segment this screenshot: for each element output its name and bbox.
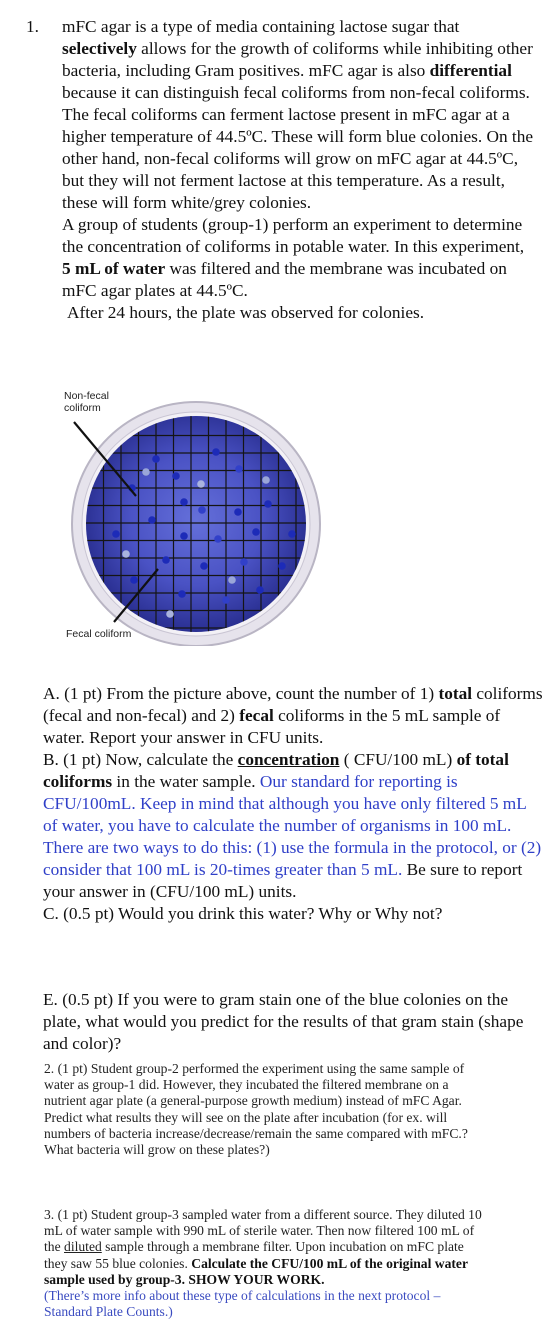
colony — [198, 506, 206, 514]
text-run: A. (1 pt) From the picture above, count the number of 1) — [43, 684, 439, 703]
question-2-text: 2. (1 pt) Student group-2 performed the experiment using the same sample of water as group-1 did. However, they incubated the filtered membrane on a nutrient agar plate (a general-purpose growth medium) instead of mFC Agar. Predict what results they will see on the plate after incubation (for ex. will numbers of bacteria increase/decrease/remain the same compared with mFC.? What bacteria will grow on these plates?) — [44, 1061, 468, 1158]
colony — [122, 550, 130, 558]
petri-dish-image — [56, 384, 324, 646]
colony — [197, 480, 205, 488]
colony — [288, 530, 296, 538]
paragraph-experiment — [62, 214, 536, 302]
colony — [234, 508, 242, 516]
bold-term-differential: differential — [429, 61, 512, 80]
colony — [152, 455, 160, 463]
colony — [148, 516, 156, 524]
question-3-text — [44, 1207, 484, 1288]
question-2 — [44, 1061, 484, 1158]
bold-term-selectively: selectively — [62, 39, 137, 58]
bold-instruction: Calculate the CFU/100 mL of the original water sample used by group-3. SHOW YOUR WORK. — [44, 1255, 468, 1287]
text-run: 3. (1 pt) Student group-3 sampled water from a different source. They diluted 10 mL of water sample with 990 mL of sterile water. Then now filtered 100 mL of the — [44, 1207, 482, 1255]
part-c: C. (0.5 pt) Would you drink this water? Why or Why not? — [43, 904, 443, 923]
label-fecal-coliform: Fecal coliform — [66, 628, 132, 640]
colony — [142, 468, 150, 476]
text-run: mFC agar is a type of media containing lactose sugar that — [62, 17, 460, 36]
text-run: was filtered and the membrane was incubated on mFC agar plates at 44.5ºC. — [62, 259, 507, 300]
colony — [240, 558, 248, 566]
colony — [214, 535, 222, 543]
colony — [172, 472, 180, 480]
colony — [212, 448, 220, 456]
text-run: allows for the growth of coliforms while inhibiting other bacteria, including Gram positives. mFC agar is also — [62, 39, 533, 80]
bold-total: total — [438, 684, 473, 703]
question-number: 1. — [26, 17, 39, 36]
text-run: coliforms (fecal and non-fecal) and 2) — [43, 684, 543, 725]
paragraph-mfc-agar — [62, 16, 536, 214]
text-run: Be sure to report your answer in (CFU/100 mL) units. — [43, 860, 523, 901]
text-run: because it can distinguish fecal coliforms from non-fecal coliforms. The fecal coliforms can ferment lactose present in mFC agar at a higher temperature of 44.5ºC. These will form blue colonies. On the other hand, non-fecal coliforms will grow on mFC agar at 44.5ºC, but they will not ferment lactose at this temperature. As a result, these will form white/grey colonies. — [62, 83, 534, 212]
colony — [262, 476, 270, 484]
bold-fecal: fecal — [239, 706, 274, 725]
colony — [178, 590, 186, 598]
question-1-body — [62, 16, 536, 324]
question-1-parts — [43, 683, 543, 925]
colony — [256, 586, 264, 594]
bold-total-coliforms: of total coliforms — [43, 750, 509, 791]
text-run: B. (1 pt) Now, calculate the — [43, 750, 238, 769]
colony — [180, 498, 188, 506]
part-e — [43, 989, 543, 1055]
text-run: ( CFU/100 mL) — [339, 750, 457, 769]
bold-concentration: concentration — [237, 750, 340, 769]
text-run: sample through a membrane filter. Upon incubation on mFC plate they saw 55 blue colonies. — [44, 1239, 464, 1271]
bold-volume: 5 mL of water — [62, 259, 166, 278]
colony — [264, 500, 272, 508]
colony — [166, 610, 174, 618]
agar-membrane — [86, 416, 306, 632]
colony — [252, 528, 260, 536]
part-a — [43, 683, 543, 749]
blue-note: (There’s more info about these type of calculations in the next protocol – Standard Plate Counts.) — [44, 1288, 441, 1320]
petri-dish-figure — [56, 384, 324, 646]
colony — [200, 562, 208, 570]
question-1 — [26, 16, 536, 324]
part-b — [43, 749, 543, 903]
colony — [162, 556, 170, 564]
paragraph-observation: After 24 hours, the plate was observed for colonies. — [67, 303, 425, 322]
label-non-fecal — [64, 390, 109, 414]
underlined-diluted: diluted — [64, 1239, 102, 1255]
label-line: Non-fecal — [64, 390, 109, 402]
colony — [222, 596, 230, 604]
text-run: coliforms in the 5 mL sample of water. Report your answer in CFU units. — [43, 706, 501, 747]
colony — [278, 562, 286, 570]
colony — [180, 532, 188, 540]
colony — [112, 530, 120, 538]
colony — [235, 465, 243, 473]
part-e-text: E. (0.5 pt) If you were to gram stain one of the blue colonies on the plate, what would you predict for the results of that gram stain (shape and color)? — [43, 990, 524, 1053]
label-line: coliform — [64, 402, 101, 414]
colony — [228, 576, 236, 584]
text-run: A group of students (group-1) perform an experiment to determine the concentration of coliforms in potable water. In this experiment, — [62, 215, 525, 256]
text-run: in the water sample. — [112, 772, 260, 791]
colony — [130, 576, 138, 584]
question-3 — [44, 1207, 484, 1320]
blue-hint-text: Our standard for reporting is CFU/100mL. Keep in mind that although you have only filtered 5 mL of water, you have to calculate the number of organisms in 100 mL. There are two ways to do this: (1) use the formula in the protocol, or (2) consider that 100 mL is 20-times greater than 5 mL. — [43, 772, 542, 879]
